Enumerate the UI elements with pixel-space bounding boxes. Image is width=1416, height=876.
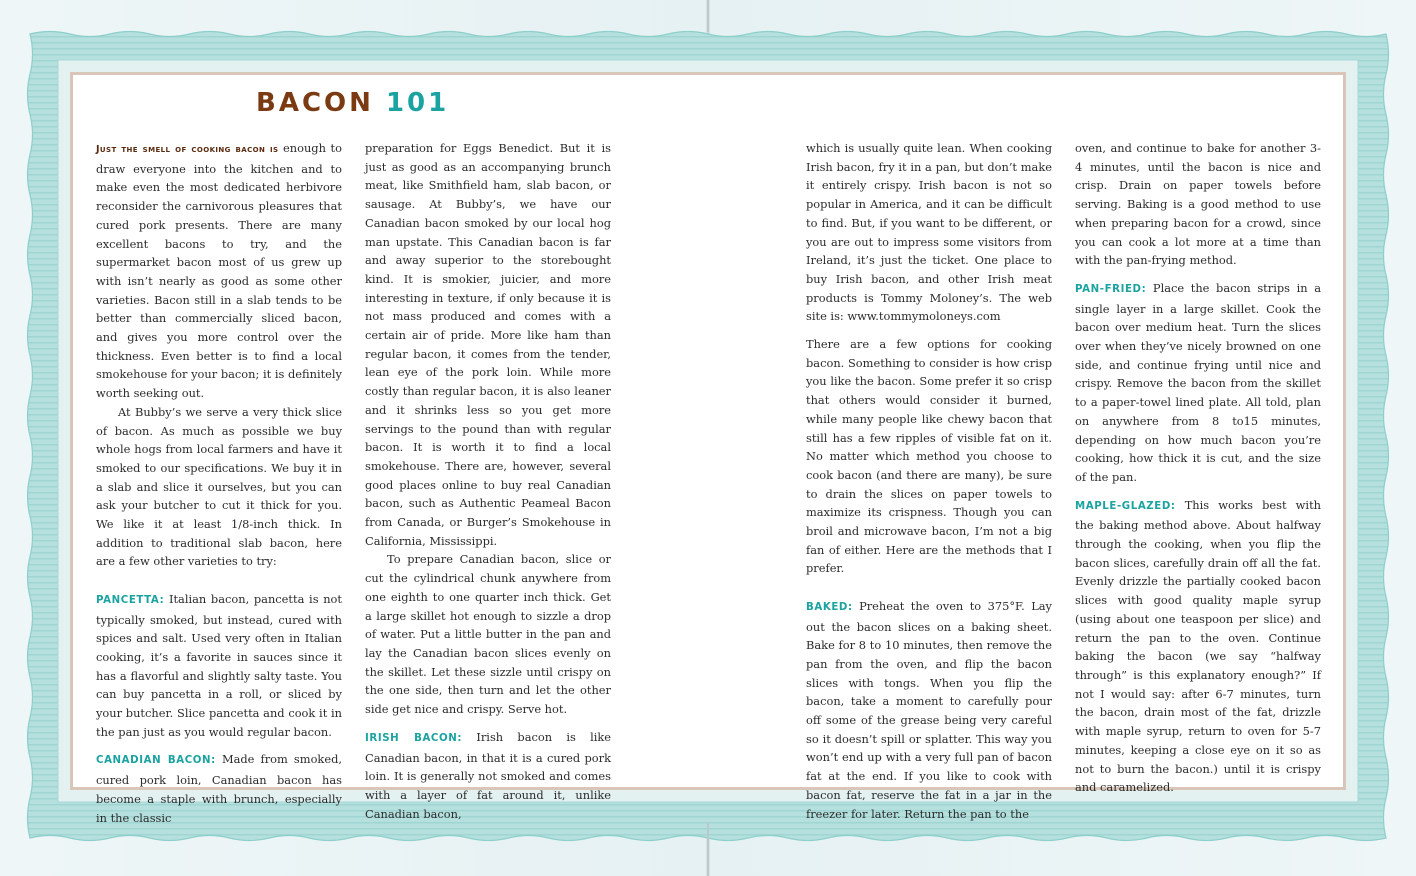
baked-continued-paragraph: oven, and continue to bake for another 3-4 minutes, until the bacon is nice and crisp. Drain on paper towels before serving. Baking is a good method to use when preparing bacon for a crowd, since you can cook a lot more at a time than with the pan-frying method. [1075,141,1321,268]
page-title [256,88,449,118]
irish-text: Irish bacon is like Canadian bacon, in that it is a cured pork loin. It is generally not smoked and comes with a layer of fat around it, unlike Canadian bacon, [365,729,612,821]
panfried-text: Place the bacon strips in a single layer in a large skillet. Cook the bacon over medium heat. Turn the slices over when they’ve nicely browned on one side, and continue frying until nice and crispy. Remove the bacon from the skillet to a paper-towel lined plate. All told, plan on anywhere from 8 to15 minutes, depending on how much bacon you’re cooking, how thick it is cut, and the size of the pan. [1075,280,1321,484]
text-column-2 [365,139,611,823]
intro-text: enough to draw everyone into the kitchen and to make even the most dedicated herbivore reconsider the carnivorous pleasures that cured pork presents. There are many excellent bacons to try, and the supermarket bacon most of us grew up with isn’t nearly as good as some other varieties. Bacon still in a slab tends to be better than commercially sliced bacon, and gives you more control over the thickness. Even better is to find a local smokehouse for your bacon; it is definitely worth seeking out. [96,141,342,401]
maple-paragraph [1075,496,1321,797]
baked-text: Preheat the oven to 375°F. Lay out the bacon slices on a baking sheet. Bake for 8 to 10 minutes, then remove the pan from the oven, and flip the bacon slices with tongs. When you flip the bacon, take a moment to carefully pour off some of the grease being very careful so it doesn’t spill or splatter. This way you won’t end up with a very full pan of bacon fat at the end. If you like to cook with bacon fat, reserve the fat in a jar in the freezer for later. Return the pan to the [806,598,1052,821]
gutter-line-bottom [707,822,709,876]
canadian-paragraph [96,750,342,827]
canadian-continued-paragraph: preparation for Eggs Benedict. But it is just as good as an accompanying brunch meat, like Smithfield ham, slab bacon, or sausage. At Bubby’s, we have our Canadian bacon smoked by our local hog man upstate. This Canadian bacon is far and away superior to the storebought kind. It is smokier, juicier, and more interesting in texture, if only because it is not mass produced and comes with a certain air of pride. More like ham than regular bacon, it comes from the tender, lean eye of the pork loin. While more costly than regular bacon, it is also leaner and it shrinks less so you get more servings to the pound than with regular bacon. It is worth it to find a local smokehouse. There are, however, several good places online to buy real Canadian bacon, such as Authentic Peameal Bacon from Canada, or Burger’s Smokehouse in California, Mississippi. [365,141,611,548]
prepare-canadian-paragraph: To prepare Canadian bacon, slice or cut the cylindrical chunk anywhere from one eighth to one quarter inch thick. Get a large skillet hot enough to sizzle a drop of water. Put a little butter in the pan and lay the Canadian bacon slices evenly on the skillet. Let these sizzle until crispy on the one side, then turn and let the other side get nice and crispy. Serve hot. [365,552,611,717]
pancetta-paragraph [96,590,342,742]
intro-paragraph [96,139,342,403]
irish-continued-paragraph: which is usually quite lean. When cooking Irish bacon, fry it in a pan, but don’t make it entirely crispy. Irish bacon is not so popular in America, and it can be difficult to find. But, if you want to be different, or you are out to impress some visitors from Ireland, it’s just the ticket. One place to buy Irish bacon, and other Irish meat products is Tommy Moloney’s. The web site is: www.tommymoloneys.com [806,141,1052,324]
cooking-options-paragraph: There are a few options for cooking bacon. Something to consider is how crisp you like the bacon. Some prefer it so crisp that others would consider it burned, while many people like chewy bacon that still has a few ripples of visible fat on it. No matter which method you choose to cook bacon (and there are many), be sure to drain the slices on paper towels to maximize its crispness. Though you can broil and microwave bacon, I’m not a big fan of either. Here are the methods that I prefer. [806,337,1052,576]
canadian-text: Made from smoked, cured pork loin, Canadian bacon has become a staple with brunch, especially in the classic [96,752,342,825]
pancetta-heading: PANCETTA: [96,594,165,606]
maple-heading: MAPLE-GLAZED: [1075,500,1176,512]
title-101: 101 [385,88,450,118]
text-column-4 [1075,139,1321,797]
title-bacon: BACON [256,88,374,118]
irish-paragraph [365,728,611,824]
panfried-heading: PAN-FRIED: [1075,283,1147,295]
text-column-3 [806,139,1052,823]
maple-text: This works best with the baking method above. About halfway through the cooking, when you flip the bacon slices, carefully drain off all the fat. Evenly drizzle the partially cooked bacon slices with good quality maple syrup (using about one teaspoon per slice) and return the pan to the oven. Continue baking the bacon (we say “halfway through” is this explanatory enough?” If not I would say: after 6-7 minutes, turn the bacon, drain most of the fat, drizzle with maple syrup, return to oven for 5-7 minutes, keeping a close eye on it so as not to burn the bacon.) until it is crispy and caramelized. [1075,497,1321,795]
irish-heading: IRISH BACON: [365,732,463,744]
baked-heading: BAKED: [806,601,853,613]
canadian-heading: CANADIAN BACON: [96,755,216,767]
lead-in-smallcaps: Just the smell of cooking bacon is [96,144,279,155]
bubbys-paragraph: At Bubby’s we serve a very thick slice of bacon. As much as possible we buy whole hogs from local farmers and have it smoked to our specifications. We buy it in a slab and slice it ourselves, but you can ask your butcher to cut it thick for you. We like it at least 1/8-inch thick. In addition to traditional slab bacon, here are a few other varieties to try: [96,404,342,569]
gutter-line-top [707,0,709,32]
text-column-1 [96,139,342,827]
pancetta-text: Italian bacon, pancetta is not typically smoked, but instead, cured with spices and salt. Used very often in Italian cooking, it’s a favorite in sauces since it has a flavorful and slightly salty taste. You can buy pancetta in a roll, or sliced by your butcher. Slice pancetta and cook it in the pan just as you would regular bacon. [96,591,342,739]
baked-paragraph [806,597,1052,823]
panfried-paragraph [1075,279,1321,487]
